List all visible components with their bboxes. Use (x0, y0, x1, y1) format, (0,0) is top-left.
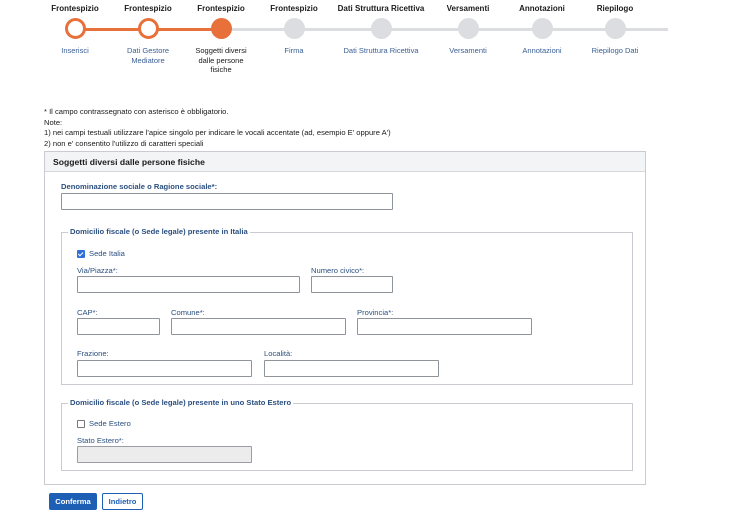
note-line-1: 1) nei campi testuali utilizzare l'apice singolo per indicare le vocali accentate (ad, esempio E' oppure A') (44, 128, 391, 138)
step-label: Dati Gestore Mediatore (126, 46, 170, 65)
denominazione-label: Denominazione sociale o Ragione sociale*: (61, 182, 218, 191)
step-5 (331, 4, 431, 56)
stato-estero-label: Stato Estero*: (77, 436, 124, 445)
step-title: Versamenti (446, 4, 490, 13)
step-title: Frontespizio (197, 4, 245, 13)
step-title: Frontespizio (124, 4, 172, 13)
cap-input[interactable] (77, 318, 160, 335)
step-title: Frontespizio (51, 4, 99, 13)
panel-title: Soggetti diversi dalle persone fisiche (45, 152, 645, 172)
fieldset-legend-italia: Domicilio fiscale (o Sede legale) presente in Italia (70, 227, 248, 236)
step-current-icon (211, 18, 232, 39)
progress-stepper (0, 0, 740, 80)
comune-label: Comune*: (171, 308, 205, 317)
frazione-input[interactable] (77, 360, 252, 377)
sede-italia-label: Sede Italia (89, 249, 125, 258)
comune-input[interactable] (171, 318, 346, 335)
cap-label: CAP*: (77, 308, 98, 317)
localita-label: Località: (264, 349, 293, 358)
step-label: Versamenti (449, 46, 487, 55)
step-label: Inserisci (61, 46, 89, 55)
step-label: Dati Struttura Ricettiva (343, 46, 419, 55)
provincia-input[interactable] (357, 318, 532, 335)
note-line-2: 2) non e' consentito l'utilizzo di caratteri speciali (44, 138, 204, 148)
frazione-label: Frazione: (77, 349, 109, 358)
stato-estero-input[interactable] (77, 446, 252, 463)
step-label: Firma (284, 46, 304, 55)
denominazione-input[interactable] (61, 193, 393, 210)
step-pending-icon (371, 18, 392, 39)
civico-input[interactable] (311, 276, 393, 293)
step-label: Annotazioni (522, 46, 562, 55)
localita-input[interactable] (264, 360, 439, 377)
via-label: Via/Piazza*: (77, 266, 118, 275)
step-done-icon (65, 18, 86, 39)
required-note: * Il campo contrassegnato con asterisco è obbligatorio. (44, 107, 229, 116)
notes-title: Note: (44, 117, 63, 127)
step-title: Dati Struttura Ricettiva (337, 4, 425, 13)
civico-label: Numero civico*: (311, 266, 365, 275)
step-pending-icon (605, 18, 626, 39)
step-pending-icon (532, 18, 553, 39)
sede-italia-checkbox[interactable] (77, 250, 85, 258)
confirm-button[interactable]: Conferma (49, 493, 97, 510)
via-input[interactable] (77, 276, 300, 293)
step-pending-icon (284, 18, 305, 39)
step-label: Riepilogo Dati (591, 46, 639, 55)
step-title: Frontespizio (270, 4, 318, 13)
step-done-icon (138, 18, 159, 39)
fieldset-sede-estero (61, 398, 633, 471)
step-pending-icon (458, 18, 479, 39)
fieldset-legend-estero: Domicilio fiscale (o Sede legale) presente in uno Stato Estero (70, 398, 292, 407)
step-8 (565, 4, 665, 56)
step-title: Riepilogo (596, 4, 634, 13)
form-panel (44, 151, 646, 485)
provincia-label: Provincia*: (357, 308, 394, 317)
fieldset-sede-italia (61, 227, 633, 385)
form-notes (44, 107, 391, 149)
back-button[interactable]: Indietro (102, 493, 143, 510)
sede-estero-checkbox[interactable] (77, 420, 85, 428)
sede-estero-label: Sede Estero (89, 419, 131, 428)
step-label: Soggetti diversi dalle persone fisiche (195, 46, 247, 74)
step-title: Annotazioni (519, 4, 565, 13)
step-4 (244, 4, 344, 56)
